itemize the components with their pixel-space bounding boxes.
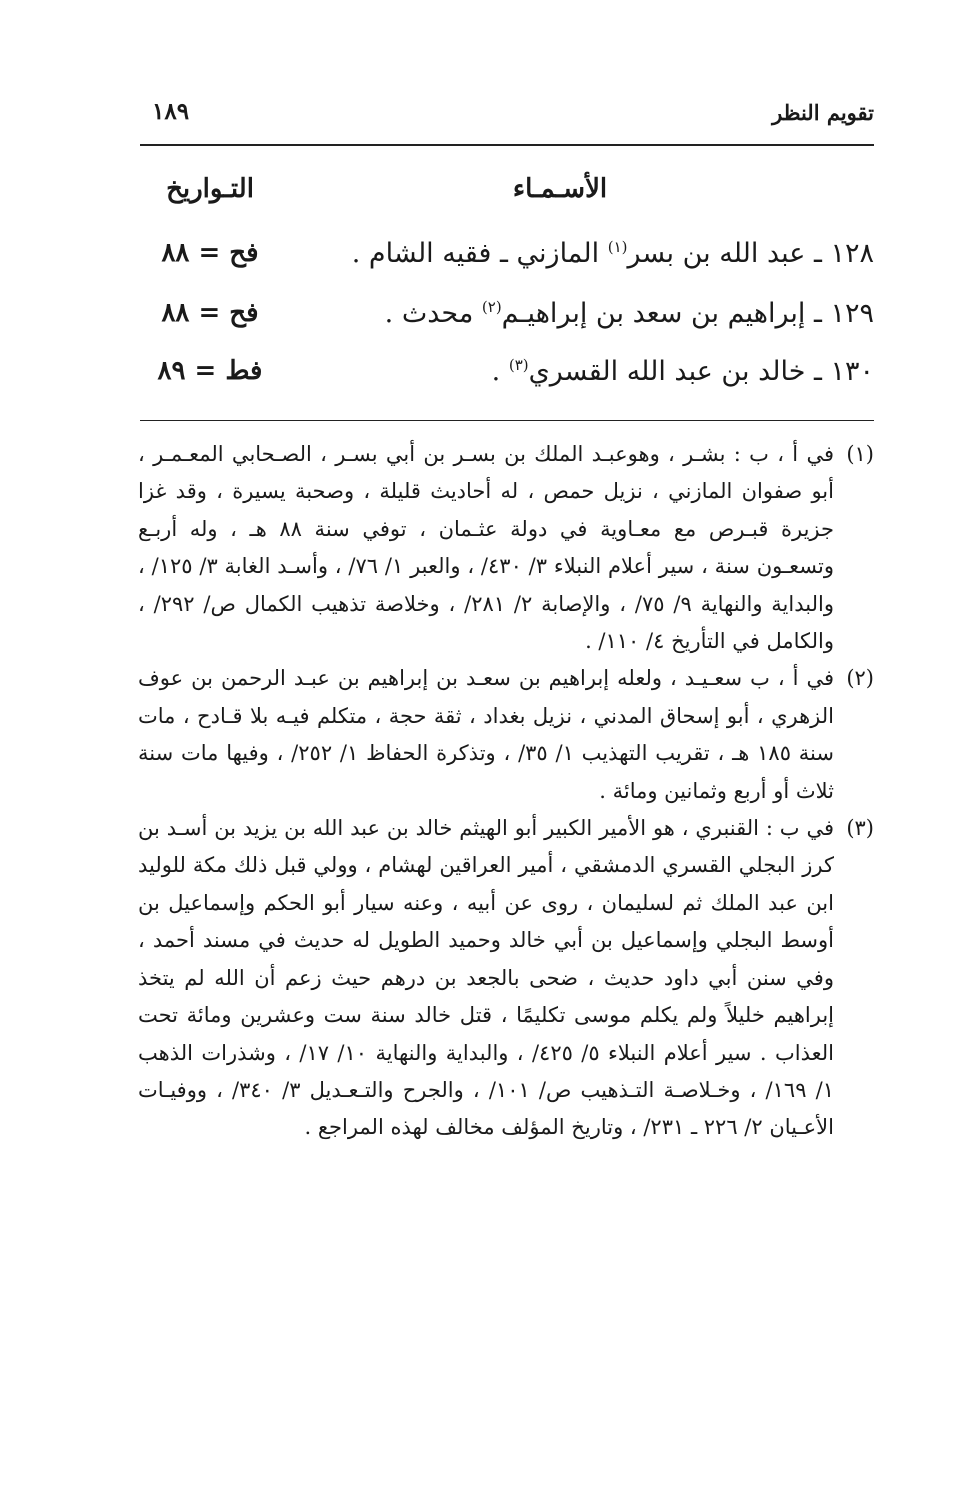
footnote-text: في أ ، ب : بشـر ، وهوعبـد الملك بن بسـر بن أبي بسـر ، الصـحابي المعـمـر ، أبو صفوان المازني ، نزيل حمص ، له أحاديث قليلة ، وصحبة يسيرة ، وقد غزا جزيرة قبـرص مع معـاوية في دولة عثـمان ، توفي سنة ٨٨ هـ ، وله أربـع وتسعـون سنة ، سير أعلام النبلاء ٣/ ٤٣٠/ ، والعبر ١/ ٧٦/ ، وأسـد الغابة ٣/ ١٢٥/ ، والبداية والنهاية ٩/ ٧٥/ ، والإصابة ٢/ ٢٨١/ ، وخلاصة تذهيب الكمال ص/ ٢٩٢/ ، والكامل في التأريخ ٤/ ١١٠/ . [138, 442, 834, 654]
entry-name-text: ١٢٩ ـ إبراهيم بن سعد بن إبراهيـم [501, 298, 874, 329]
footnote-reference[interactable]: (١) [607, 238, 628, 256]
entry-name [492, 356, 874, 387]
footnote-separator [140, 420, 874, 421]
running-title: تقويم النظر [772, 100, 874, 125]
footnote [138, 436, 874, 660]
entry-name-text: ١٢٨ ـ عبد الله بن بسر [627, 238, 874, 269]
entry-name-text: . [491, 356, 509, 387]
footnote-reference[interactable]: (٢) [481, 298, 502, 316]
footnote-number: (١) [846, 442, 874, 466]
footnotes [138, 436, 874, 1147]
entry-name-text: محدث . [384, 298, 482, 329]
entry-date: فط = ٨٩ [157, 356, 263, 386]
dates-column-heading: التـواريخ [166, 174, 254, 204]
footnote-text: في أ ، ب سعـيـد ، ولعله إبراهيم بن سعـد بن إبراهيم بن عبـد الرحمن بن عوف الزهري ، أبو إسحاق المدني ، نزيل بغداد ، ثقة حجة ، متكلم فيـه بلا قـادح ، مات سنة ١٨٥ هـ ، تقريب التهذيب ١/ ٣٥/ ، وتذكرة الحفاظ ١/ ٢٥٢/ ، وفيها مات سنة ثلاث أو أربع وثمانين ومائة . [138, 666, 834, 803]
entry-name [385, 298, 874, 329]
footnote-text: في ب : القنبري ، هو الأمير الكبير أبو الهيثم خالد بن عبد الله بن يزيد بن أسـد بن كرز البجلي القسري الدمشقي ، أمير العراقين لهشام ، وولي قبل ذلك مكة للوليد ابن عبد الملك ثم لسليمان ، روى عن أبيه ، وعنه سيار أبو الحكم وإسماعيل بن أوسط البجلي وإسماعيل بن أبي خالد وحميد الطويل له حديث في مسند أحمد ، وفي سنن أبي داود حديث ، ضحى بالجعد بن درهم حيث زعم أن الله لم يتخذ إبراهيم خليلاً ولم يكلم موسى تكليمًا ، قتل خالد سنة ست وعشرين ومائة تحت العذاب . سير أعلام النبلاء ٥/ ٤٢٥/ ، والبداية والنهاية ١٠/ ١٧/ ، وشذرات الذهب ١/ ١٦٩/ ، وخـلاصـة التـذهيب ص/ ١٠١/ ، والجرح والتـعـديل ٣/ ٣٤٠/ ، ووفيـات الأعـيان ٢/ ٢٢٦ ـ ٢٣١/ ، وتاريخ المؤلف مخالف لهذه المراجع . [138, 816, 834, 1140]
footnote-reference[interactable]: (٣) [508, 356, 529, 374]
entry-name-text: ١٣٠ ـ خالد بن عبد الله القسري [528, 356, 874, 387]
header-rule [140, 144, 874, 146]
entry-date: فح = ٨٨ [161, 238, 259, 268]
page-number: ١٨٩ [152, 98, 190, 125]
names-column-heading: الأسـمـاء [512, 174, 608, 204]
entry-name [352, 238, 874, 269]
entry-date: فح = ٨٨ [161, 298, 259, 328]
footnote [138, 810, 874, 1147]
footnote-number: (٢) [846, 666, 874, 691]
footnote [138, 660, 874, 810]
footnote-number: (٣) [846, 816, 874, 841]
entry-name-text: المازني ـ فقيه الشام . [351, 238, 608, 269]
